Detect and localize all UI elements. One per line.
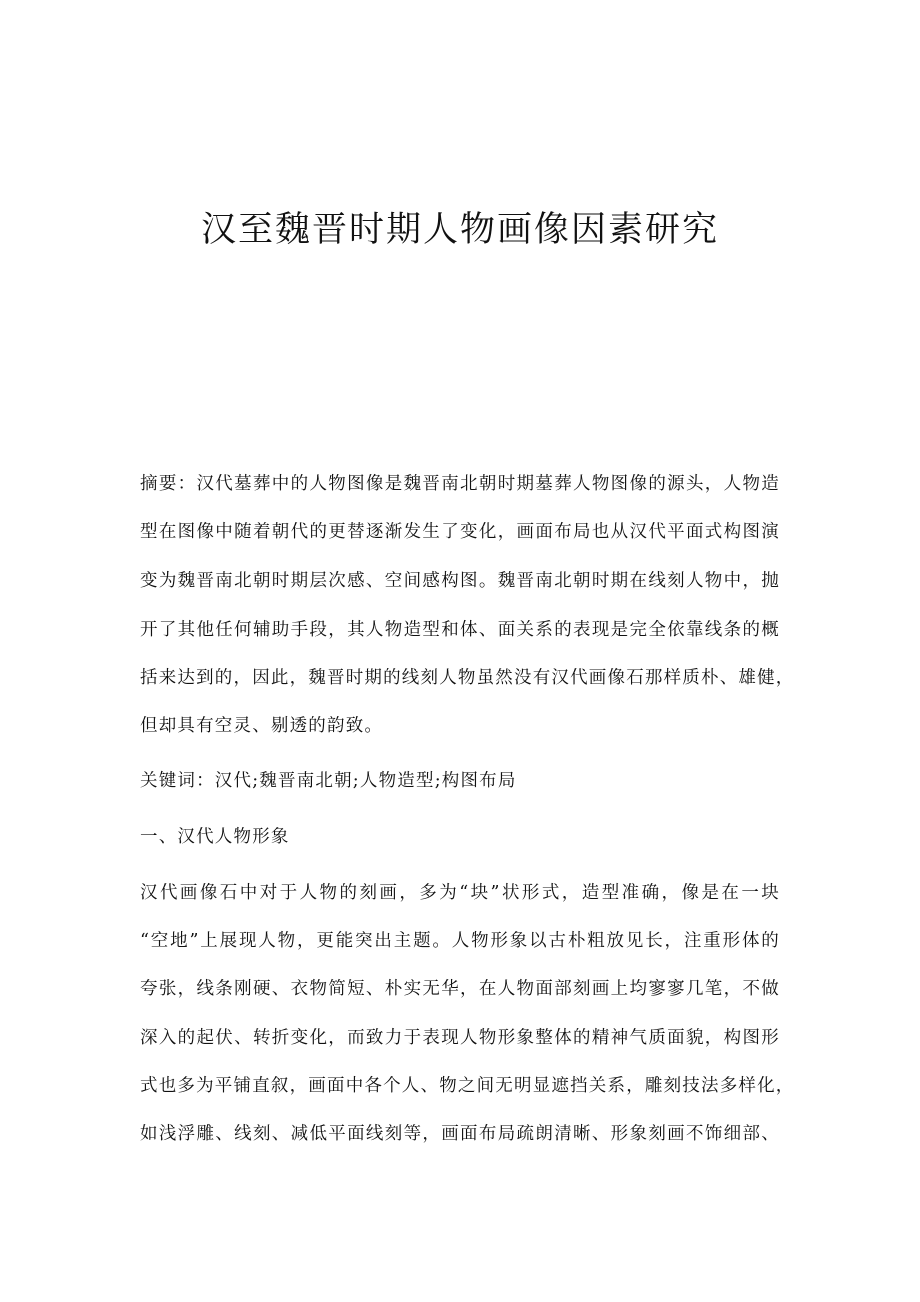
body-line: 夸张，线条刚硬、衣物简短、朴实无华，在人物面部刻画上均寥寥几笔，不做 — [140, 979, 780, 999]
document-title: 汉至魏晋时期人物画像因素研究 — [200, 210, 719, 250]
body-line: “空地”上展现人物，更能突出主题。人物形象以古朴粗放见长，注重形体的 — [140, 931, 780, 951]
abstract-line: 但却具有空灵、剔透的韵致。 — [140, 716, 384, 736]
keywords: 关键词：汉代;魏晋南北朝;人物造型;构图布局 — [140, 771, 517, 791]
abstract-line: 摘要：汉代墓葬中的人物图像是魏晋南北朝时期墓葬人物图像的源头，人物造 — [140, 474, 780, 494]
body-line: 如浅浮雕、线刻、减低平面线刻等，画面布局疏朗清晰、形象刻画不饰细部、 — [140, 1124, 780, 1144]
section-heading: 一、汉代人物形象 — [140, 827, 290, 847]
body-line: 式也多为平铺直叙，画面中各个人、物之间无明显遮挡关系，雕刻技法多样化， — [140, 1076, 795, 1096]
abstract-line: 型在图像中随着朝代的更替逐渐发生了变化，画面布局也从汉代平面式构图演 — [140, 522, 780, 542]
abstract-line: 变为魏晋南北朝时期层次感、空间感构图。魏晋南北朝时期在线刻人物中，抛 — [140, 571, 780, 591]
abstract-line: 开了其他任何辅助手段，其人物造型和体、面关系的表现是完全依靠线条的概 — [140, 620, 780, 640]
body-line: 汉代画像石中对于人物的刻画，多为“块”状形式，造型准确，像是在一块 — [140, 883, 780, 903]
body-line: 深入的起伏、转折变化，而致力于表现人物形象整体的精神气质面貌，构图形 — [140, 1028, 780, 1048]
abstract-line: 括来达到的，因此，魏晋时期的线刻人物虽然没有汉代画像石那样质朴、雄健， — [140, 668, 795, 688]
